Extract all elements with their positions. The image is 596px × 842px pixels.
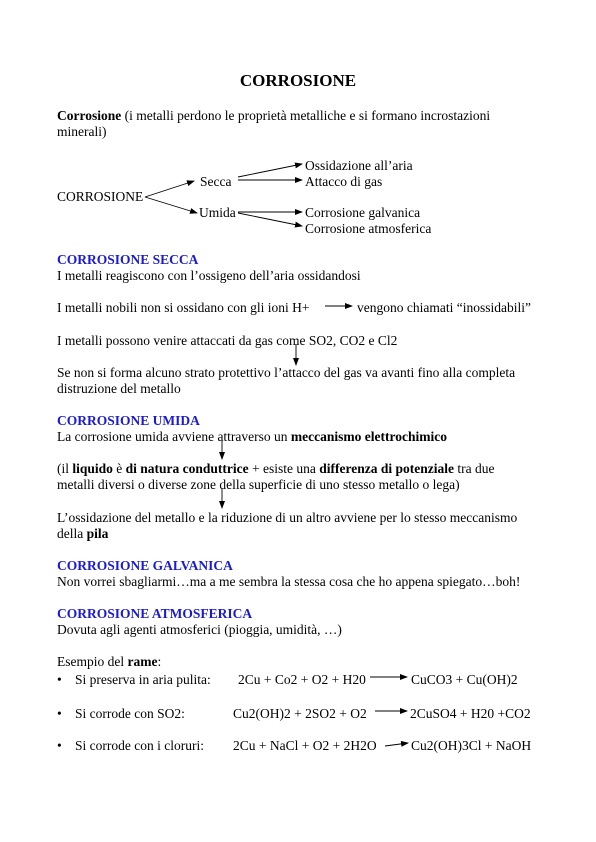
intro-rest: (i metalli perdono le proprietà metalliche e si formano incrostazioni <box>121 108 491 123</box>
item-1-label: Si preserva in aria pulita: <box>75 672 211 687</box>
diagram-attacco: Attacco di gas <box>305 174 383 189</box>
bullet-icon: • <box>57 672 62 687</box>
item-3-label: Si corrode con i cloruri: <box>75 738 204 753</box>
item-2-label: Si corrode con SO2: <box>75 706 185 721</box>
umida-p1a: La corrosione umida avviene attraverso un <box>57 429 291 444</box>
secca-p2a: I metalli nobili non si ossidano con gli ioni H+ <box>57 300 310 315</box>
example-a: Esempio del <box>57 654 128 669</box>
umida-p2-1: (il <box>57 461 73 476</box>
umida-p3-l2b: pila <box>86 526 109 541</box>
secca-p1: I metalli reagiscono con l’ossigeno dell’aria ossidandosi <box>57 268 361 283</box>
secca-p4-l2: distruzione del metallo <box>57 381 181 396</box>
item-3-lhs: 2Cu + NaCl + O2 + 2H2O <box>233 738 377 753</box>
arrow-umida-atmosferica <box>238 213 302 226</box>
arrow-root-umida <box>145 197 197 213</box>
diagram-ossidazione: Ossidazione all’aria <box>305 158 413 173</box>
diagram-atmosferica: Corrosione atmosferica <box>305 221 432 236</box>
page-title: CORROSIONE <box>239 71 357 90</box>
example-b: rame <box>127 654 158 669</box>
item-1-lhs: 2Cu + Co2 + O2 + H20 <box>238 672 366 687</box>
item-2-rhs: 2CuSO4 + H20 +CO2 <box>410 706 531 721</box>
example-c: : <box>157 654 162 669</box>
umida-p2-7: tra due <box>454 461 495 476</box>
umida-p2-6: differenza di potenziale <box>319 461 454 476</box>
secca-p2b: vengono chiamati “inossidabili” <box>357 300 531 315</box>
arrow-eq-3 <box>385 743 408 746</box>
arrow-secca-ossidazione <box>238 164 302 177</box>
umida-p2-2: liquido <box>72 461 113 476</box>
arrow-root-secca <box>145 181 194 197</box>
heading-atmosferica: CORROSIONE ATMOSFERICA <box>57 606 253 621</box>
heading-umida: CORROSIONE UMIDA <box>57 413 200 428</box>
heading-galvanica: CORROSIONE GALVANICA <box>57 558 233 573</box>
diagram-umida: Umida <box>199 205 236 220</box>
secca-p3: I metalli possono venire attaccati da gas come SO2, CO2 e Cl2 <box>57 333 398 348</box>
secca-p4-l1: Se non si forma alcuno strato protettivo l’attacco del gas va avanti fino alla completa <box>57 365 516 380</box>
item-3-rhs: Cu2(OH)3Cl + NaOH <box>411 738 532 753</box>
diagram-root: CORROSIONE <box>57 189 144 204</box>
bullet-icon: • <box>57 706 62 721</box>
atmosferica-p1: Dovuta agli agenti atmosferici (pioggia, umidità, …) <box>57 622 342 637</box>
intro-bold: Corrosione <box>57 108 122 123</box>
umida-p1b: meccanismo elettrochimico <box>290 429 447 444</box>
umida-p3-l2a: della <box>57 526 87 541</box>
diagram-galvanica: Corrosione galvanica <box>305 205 421 220</box>
item-2-lhs: Cu2(OH)2 + 2SO2 + O2 <box>233 706 367 721</box>
bullet-icon: • <box>57 738 62 753</box>
umida-p2-3: è <box>112 461 126 476</box>
umida-p2-4: di natura conduttrice <box>125 461 249 476</box>
heading-secca: CORROSIONE SECCA <box>57 252 199 267</box>
galvanica-p1: Non vorrei sbagliarmi…ma a me sembra la stessa cosa che ho appena spiegato…boh! <box>57 574 521 589</box>
diagram-secca: Secca <box>200 174 232 189</box>
item-1-rhs: CuCO3 + Cu(OH)2 <box>411 672 518 687</box>
umida-p2-5: + esiste una <box>248 461 320 476</box>
intro-line-2: minerali) <box>57 124 107 139</box>
umida-p3-l1: L’ossidazione del metallo e la riduzione di un altro avviene per lo stesso meccanismo <box>57 510 518 525</box>
umida-p2-l2: metalli diversi o diverse zone della superficie di uno stesso metallo o lega) <box>57 477 460 492</box>
